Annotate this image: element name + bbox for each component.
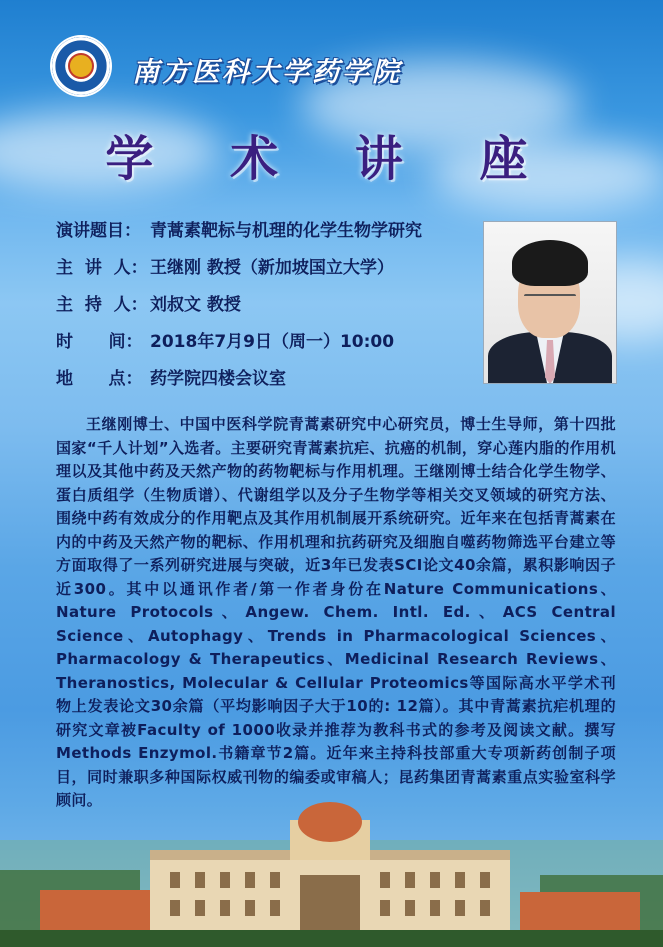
info-label: 地 点： [56, 369, 143, 389]
header [0, 0, 663, 100]
campus-building-illustration [0, 780, 663, 947]
info-value: 2018年7月9日（周一）10:00 [150, 332, 395, 352]
info-row-location [56, 364, 476, 401]
info-row-speaker [56, 253, 476, 290]
info-value: 青蒿素靶标与机理的化学生物学研究 [150, 221, 422, 241]
info-row-host [56, 290, 476, 327]
photo-glasses [524, 294, 576, 310]
university-emblem-icon [52, 37, 110, 95]
info-label: 演讲题目： [56, 221, 141, 241]
info-label: 时 间： [56, 332, 143, 352]
speaker-bio: 王继刚博士、中国中医科学院青蒿素研究中心研究员，博士生导师，第十四批国家“千人计划”入选者。主要研究青蒿素抗疟、抗癌的机制，穿心莲内脂的作用机理以及其他中药及天然产物的药物靶标与作用机理。王继刚博士结合化学生物学、蛋白质组学（生物质谱）、代谢组学以及分子生物学等相关交叉领域的研究方法、围绕中药有效成分的作用靶点及其作用机制展开系统研究。近年来在包括青蒿素在内的中药及天然产物的靶标、作用机理和抗药研究及细胞自噬药物筛选平台建立等方面取得了一系列研究进展与突破，近3年已发表SCI论文40余篇，累积影响因子近300。其中以通讯作者/第一作者身份在Nature Communications、Nature Protocols、Angew. Chem. Intl. Ed.、ACS Central Science、Autophagy、Trends in Pharmacological Sciences、Pharmacology & Therapeutics、Medicinal Research Reviews、Theranostics, Molecular & Cellular Proteomics等国际高水平学术刊物上发表论文30余篇（平均影响因子大于10的: 12篇）。其中青蒿素抗疟机理的研究文章被Faculty of 1000收录并推荐为教科书式的参考及阅读文献。撰写Methods Enzymol.书籍章节2篇。近年来主持科技部重大专项新药创制子项目，同时兼职多种国际权威刊物的编委或审稿人；昆药集团青蒿素重点实验室科学顾问。 [56, 415, 616, 809]
info-value: 王继刚 教授（新加坡国立大学） [150, 258, 394, 278]
info-label: 主 讲 人： [56, 258, 148, 278]
info-value: 药学院四楼会议室 [150, 369, 286, 389]
poster-title: 学 术 讲 座 [105, 131, 558, 187]
lecture-info [56, 216, 476, 401]
info-label: 主 持 人： [56, 295, 148, 315]
photo-hair [512, 240, 588, 286]
speaker-photo [483, 221, 617, 384]
info-row-time [56, 327, 476, 364]
info-value: 刘叔文 教授 [150, 295, 241, 315]
school-name: 南方医科大学药学院 [132, 57, 402, 88]
info-row-topic [56, 216, 476, 253]
emblem-center [68, 53, 94, 79]
